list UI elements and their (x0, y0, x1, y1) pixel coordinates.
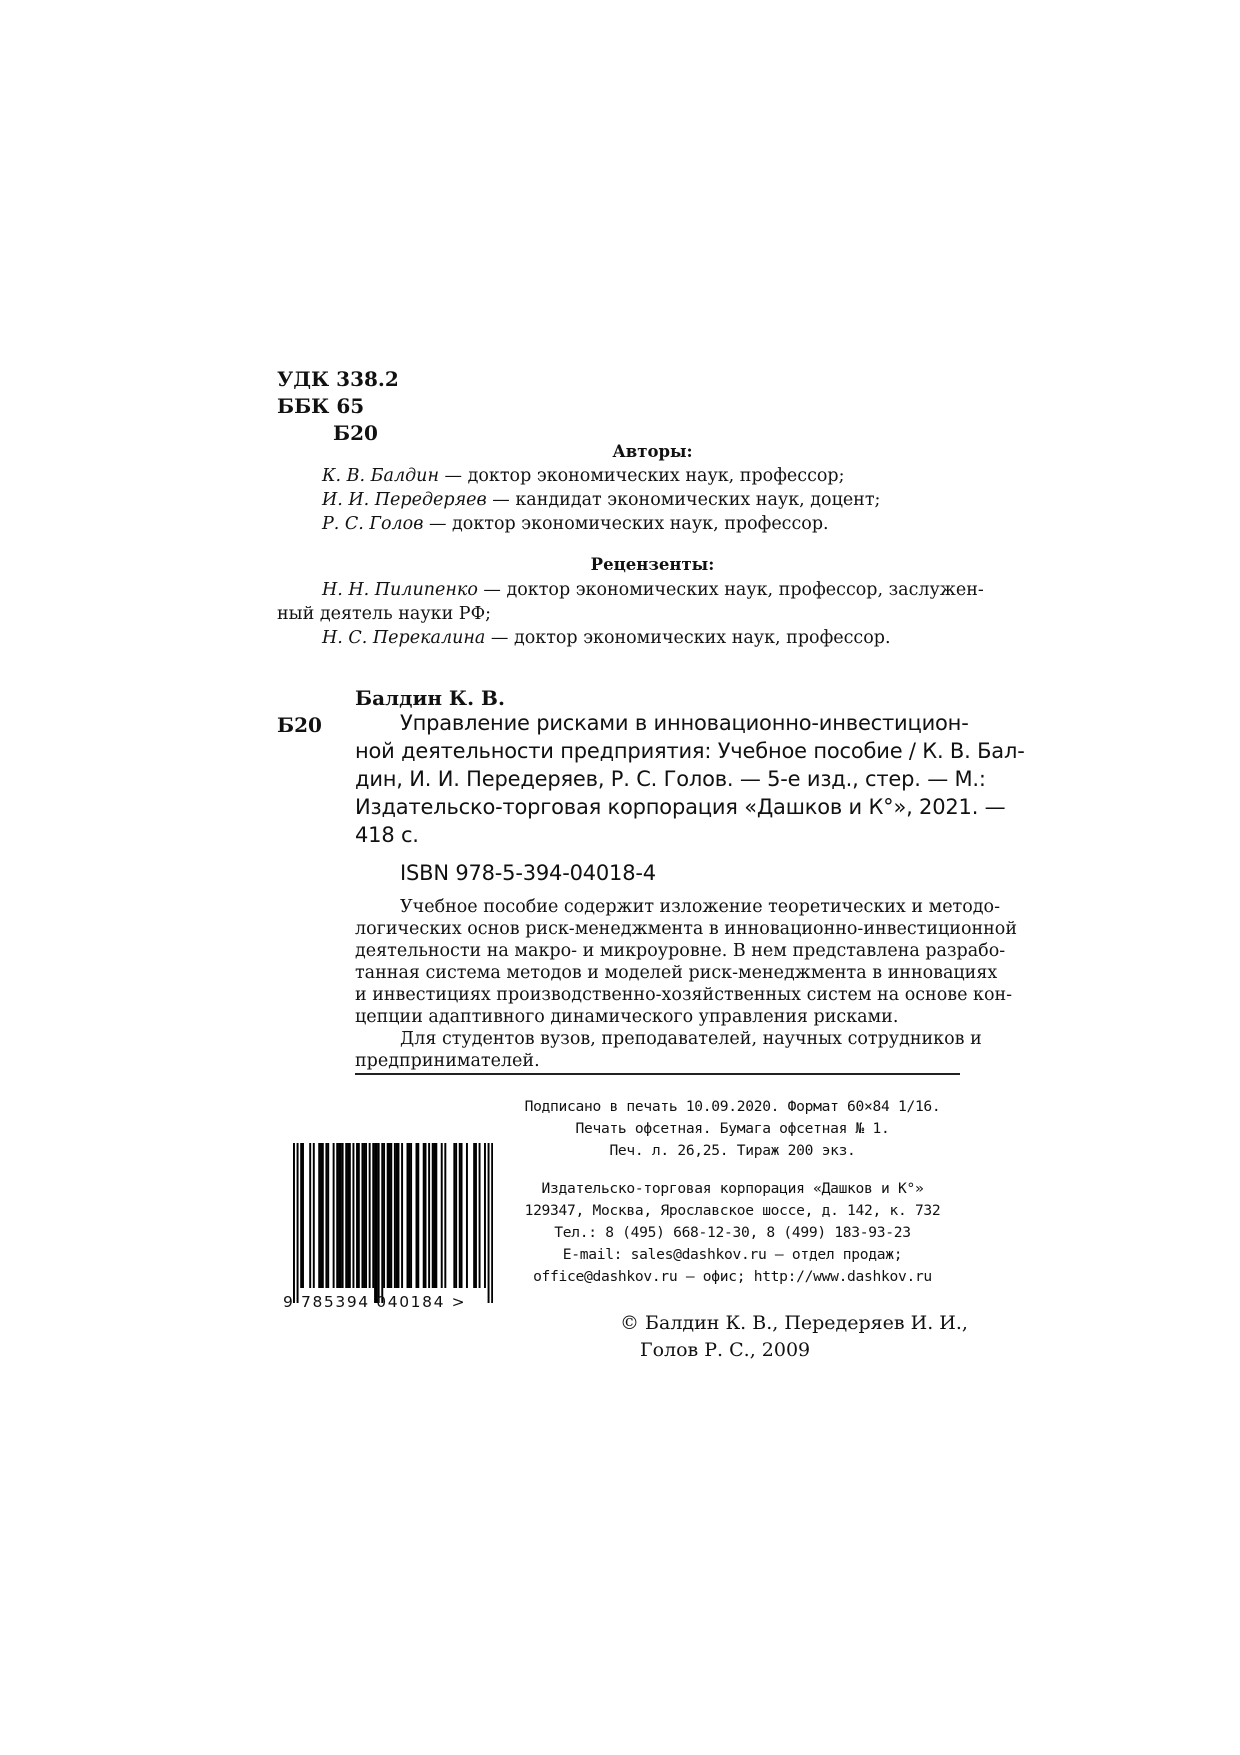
reviewer-name: Н. Н. Пилипенко (322, 580, 478, 600)
barcode-bar (466, 1143, 468, 1288)
reviewer-line-continued: ный деятель науки РФ; (277, 604, 491, 624)
barcode-bar (352, 1143, 354, 1288)
barcode-bar (383, 1143, 385, 1288)
barcode-bar (389, 1143, 391, 1288)
barcode-bar (455, 1143, 457, 1288)
udk-code: УДК 338.2 (277, 367, 399, 391)
annotation-line: и инвестициях производственно-хозяйственных систем на основе кон- (355, 985, 1013, 1005)
author-name: И. И. Передеряев (322, 490, 487, 510)
barcode-bar (444, 1143, 446, 1288)
bbk-code: ББК 65 (277, 394, 365, 418)
barcode-bar (488, 1143, 490, 1303)
barcode-bar (363, 1143, 365, 1288)
annotation-line: танная система методов и моделей риск-менеджмента в инновациях (355, 963, 998, 983)
barcode-bar (325, 1143, 327, 1288)
barcode-bar (361, 1143, 363, 1288)
annotation-line: деятельности на макро- и микроуровне. В нем представлена разрабо- (355, 941, 1006, 961)
barcode-bar (374, 1143, 376, 1303)
barcode-bar (441, 1143, 443, 1288)
publisher-line: Тел.: 8 (495) 668-12-30, 8 (499) 183-93-23 (554, 1224, 911, 1241)
entry-author-heading: Балдин К. В. (355, 686, 505, 710)
barcode-bar (396, 1143, 398, 1288)
barcode-bar (376, 1143, 378, 1303)
divider-rule (355, 1073, 960, 1075)
barcode-bar (322, 1143, 324, 1288)
barcode-bar (345, 1143, 347, 1288)
print-info-line: Печ. л. 26,25. Тираж 200 экз. (609, 1142, 856, 1159)
entry-sign: Б20 (277, 713, 322, 737)
reviewer-desc: — доктор экономических наук, профессор. (485, 628, 891, 648)
barcode-bar (408, 1143, 410, 1288)
barcode-bar (333, 1143, 335, 1288)
reviewer-line (322, 580, 984, 600)
barcode-bar (475, 1143, 477, 1288)
barcode-bar (394, 1143, 396, 1288)
barcode-bar (491, 1143, 493, 1303)
authors-heading: Авторы: (612, 442, 693, 461)
barcode-bar (417, 1143, 419, 1288)
barcode-bar (479, 1143, 481, 1288)
author-name: Р. С. Голов (322, 514, 424, 534)
annotation-line: логических основ риск-менеджмента в инновационно-инвестиционной (355, 919, 1018, 939)
author-line (322, 490, 880, 510)
author-line (322, 466, 845, 486)
barcode-bar (428, 1143, 430, 1288)
reviewer-desc: — доктор экономических наук, профессор, заслужен- (477, 580, 984, 600)
barcode-bar (309, 1143, 311, 1288)
author-sign-code: Б20 (333, 421, 378, 445)
annotation-line: Для студентов вузов, преподавателей, научных сотрудников и (400, 1029, 982, 1049)
copyright-line: Голов Р. С., 2009 (640, 1339, 811, 1361)
barcode-bar (435, 1143, 437, 1288)
barcode-bar (434, 1143, 436, 1288)
publisher-line: Издательско-торговая корпорация «Дашков и К°» (541, 1180, 924, 1197)
barcode-bar (459, 1143, 461, 1288)
entry-line: Издательско-торговая корпорация «Дашков и К°», 2021. — (355, 795, 1006, 819)
barcode-bar (432, 1143, 434, 1288)
barcode-bar (318, 1143, 320, 1288)
barcode-bar (398, 1143, 400, 1288)
entry-line: 418 с. (355, 823, 419, 847)
barcode-bar (313, 1143, 315, 1288)
annotation-line: предпринимателей. (355, 1051, 540, 1071)
barcode-bar (453, 1143, 455, 1288)
reviewers-heading: Рецензенты: (590, 555, 715, 574)
barcode-bar (302, 1143, 304, 1288)
barcode-bar (365, 1143, 367, 1288)
reviewer-line (322, 628, 891, 648)
annotation-line: Учебное пособие содержит изложение теоретических и методо- (400, 897, 1000, 917)
barcode-digits: 9 785394 040184 > (283, 1293, 467, 1311)
copyright-line: © Балдин К. В., Передеряев И. И., (620, 1312, 968, 1334)
author-desc: — кандидат экономических наук, доцент; (486, 490, 881, 510)
barcode-bar (342, 1143, 344, 1288)
barcode-bar (336, 1143, 338, 1288)
barcode-bar (320, 1143, 322, 1288)
barcode-bar (484, 1143, 486, 1288)
barcode-bar (338, 1143, 340, 1288)
barcode-bar (416, 1143, 418, 1288)
publisher-line: office@dashkov.ru — офис; http://www.dashkov.ru (533, 1268, 932, 1285)
barcode-bar (327, 1143, 329, 1288)
barcode-bar (401, 1143, 403, 1288)
print-info-line: Печать офсетная. Бумага офсетная № 1. (575, 1120, 890, 1137)
barcode-bar (347, 1143, 349, 1288)
publisher-line: E-mail: sales@dashkov.ru — отдел продаж; (562, 1246, 903, 1263)
barcode-bar (372, 1143, 374, 1288)
entry-line: ной деятельности предприятия: Учебное пособие / К. В. Бал- (355, 739, 1025, 763)
barcode-bar (381, 1143, 383, 1303)
annotation-line: цепции адаптивного динамического управления рисками. (355, 1007, 899, 1027)
author-line (322, 514, 829, 534)
barcode-bar (349, 1143, 351, 1288)
barcode-bar (387, 1143, 389, 1288)
barcode-bar (300, 1143, 302, 1288)
author-desc: — доктор экономических наук, профессор. (423, 514, 829, 534)
reviewer-name: Н. С. Перекалина (322, 628, 486, 648)
author-desc: — доктор экономических наук, профессор; (438, 466, 845, 486)
barcode-bar (358, 1143, 360, 1288)
barcode-bar (423, 1143, 425, 1288)
barcode-bar (340, 1143, 342, 1288)
barcode-bar (410, 1143, 412, 1288)
entry-line: дин, И. И. Передеряев, Р. С. Голов. — 5-е изд., стер. — М.: (355, 767, 986, 791)
barcode-bar (378, 1143, 380, 1303)
isbn: ISBN 978-5-394-04018-4 (400, 861, 656, 885)
barcode-bar (356, 1143, 358, 1288)
isbn-barcode-icon (293, 1143, 493, 1303)
barcode-bar (407, 1143, 409, 1288)
barcode-bar (473, 1143, 475, 1288)
print-info-line: Подписано в печать 10.09.2020. Формат 60×84 1/16. (524, 1098, 941, 1115)
publisher-line: 129347, Москва, Ярославское шоссе, д. 142, к. 732 (524, 1202, 941, 1219)
barcode-bar (390, 1143, 392, 1288)
barcode-bar (461, 1143, 463, 1288)
barcode-bar (369, 1143, 371, 1288)
entry-line: Управление рисками в инновационно-инвестицион- (400, 711, 969, 735)
author-name: К. В. Балдин (322, 466, 439, 486)
barcode-bar (425, 1143, 427, 1288)
barcode-bar (293, 1143, 295, 1303)
barcode-bar (297, 1143, 299, 1303)
